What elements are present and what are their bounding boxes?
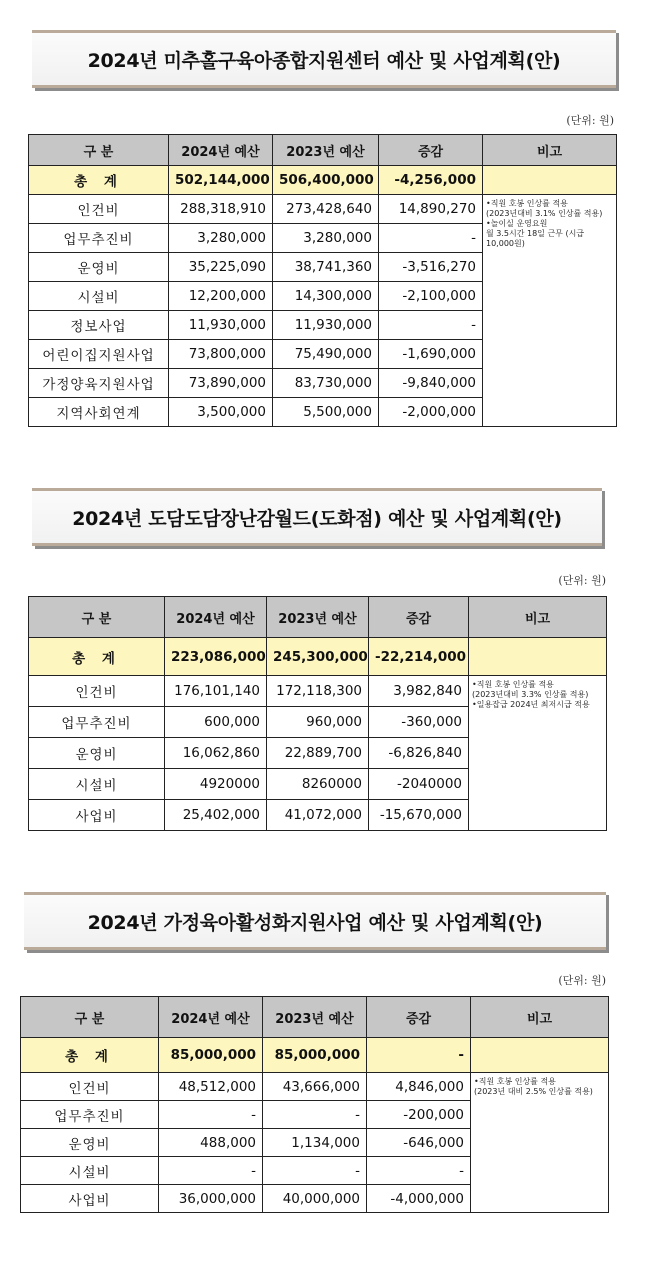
row-label: 업무추진비 [21, 1101, 159, 1129]
section-3-title: 2024년 가정육아활성화지원사업 예산 및 사업계획(안) [87, 911, 543, 934]
row-diff: 14,890,270 [379, 195, 483, 224]
row-diff: - [379, 311, 483, 340]
header-category: 구 분 [29, 135, 169, 166]
row-2024: - [159, 1101, 263, 1129]
row-2024: 600,000 [165, 707, 267, 738]
row-2023: 3,280,000 [273, 224, 379, 253]
row-2024: 11,930,000 [169, 311, 273, 340]
row-2024: 3,500,000 [169, 398, 273, 427]
row-diff: -360,000 [369, 707, 469, 738]
row-2024: 488,000 [159, 1129, 263, 1157]
row-diff: 3,982,840 [369, 676, 469, 707]
row-2023: 22,889,700 [267, 738, 369, 769]
row-diff: -200,000 [367, 1101, 471, 1129]
row-diff: - [367, 1157, 471, 1185]
row-2023: 11,930,000 [273, 311, 379, 340]
row-2023: 14,300,000 [273, 282, 379, 311]
note-line: •놀이실 운영요원 [486, 219, 548, 228]
row-2024: 3,280,000 [169, 224, 273, 253]
row-label: 사업비 [21, 1185, 159, 1213]
table-row [29, 676, 607, 707]
header-2023: 2023년 예산 [267, 597, 369, 638]
note-line: (2023년 대비 2.5% 인상률 적용) [474, 1087, 593, 1096]
row-diff: -2,100,000 [379, 282, 483, 311]
row-label: 어린이집지원사업 [29, 340, 169, 369]
total-row [21, 1038, 609, 1073]
header-notes: 비고 [469, 597, 607, 638]
total-notes [483, 166, 617, 195]
row-2024: 288,318,910 [169, 195, 273, 224]
row-2024: 36,000,000 [159, 1185, 263, 1213]
row-2023: 8260000 [267, 769, 369, 800]
total-diff: -4,256,000 [379, 166, 483, 195]
row-label: 사업비 [29, 800, 165, 831]
total-notes [471, 1038, 609, 1073]
total-row [29, 638, 607, 676]
row-diff: -2,000,000 [379, 398, 483, 427]
section-1-unit: (단위: 원) [566, 114, 614, 127]
row-2023: - [263, 1157, 367, 1185]
row-label: 운영비 [29, 253, 169, 282]
table-header-row [29, 135, 617, 166]
row-2024: 73,890,000 [169, 369, 273, 398]
table-header-row [21, 997, 609, 1038]
row-2024: 176,101,140 [165, 676, 267, 707]
header-category: 구 분 [21, 997, 159, 1038]
row-2023: 172,118,300 [267, 676, 369, 707]
header-diff: 증감 [369, 597, 469, 638]
row-2024: 12,200,000 [169, 282, 273, 311]
row-label: 정보사업 [29, 311, 169, 340]
section-2-budget-table [28, 596, 607, 831]
section-2-title: 2024년 도담도담장난감월드(도화점) 예산 및 사업계획(안) [72, 507, 562, 530]
section-1-title-box [32, 30, 616, 88]
row-2024: 25,402,000 [165, 800, 267, 831]
row-diff: -3,516,270 [379, 253, 483, 282]
row-label: 인건비 [29, 195, 169, 224]
row-2023: 38,741,360 [273, 253, 379, 282]
row-label: 시설비 [29, 282, 169, 311]
row-diff: -4,000,000 [367, 1185, 471, 1213]
header-notes: 비고 [483, 135, 617, 166]
total-label: 총 계 [21, 1038, 159, 1073]
row-label: 업무추진비 [29, 707, 165, 738]
row-diff: -1,690,000 [379, 340, 483, 369]
row-diff: -9,840,000 [379, 369, 483, 398]
row-label: 지역사회연계 [29, 398, 169, 427]
row-2024: 48,512,000 [159, 1073, 263, 1101]
row-label: 가정양육지원사업 [29, 369, 169, 398]
section-1-budget-table [28, 134, 617, 427]
total-2023: 245,300,000 [267, 638, 369, 676]
note-line: •일용잡급 2024년 최저시급 적용 [472, 700, 590, 709]
row-diff: -2040000 [369, 769, 469, 800]
total-row [29, 166, 617, 195]
total-2023: 506,400,000 [273, 166, 379, 195]
total-2024: 223,086,000 [165, 638, 267, 676]
header-2024: 2024년 예산 [159, 997, 263, 1038]
row-2023: 83,730,000 [273, 369, 379, 398]
header-category: 구 분 [29, 597, 165, 638]
note-line: (2023년대비 3.3% 인상률 적용) [472, 690, 589, 699]
header-diff: 증감 [379, 135, 483, 166]
notes-cell [471, 1073, 609, 1213]
header-notes: 비고 [471, 997, 609, 1038]
row-2023: 1,134,000 [263, 1129, 367, 1157]
section-3-unit: (단위: 원) [558, 974, 606, 987]
row-2024: 73,800,000 [169, 340, 273, 369]
note-line: •직원 호봉 인상률 적용 [472, 680, 554, 689]
total-diff: - [367, 1038, 471, 1073]
total-2024: 85,000,000 [159, 1038, 263, 1073]
total-label: 총 계 [29, 166, 169, 195]
row-2023: 75,490,000 [273, 340, 379, 369]
total-notes [469, 638, 607, 676]
section-2-title-box [32, 488, 602, 546]
row-diff: -15,670,000 [369, 800, 469, 831]
row-2024: 16,062,860 [165, 738, 267, 769]
header-2024: 2024년 예산 [169, 135, 273, 166]
table-row [29, 195, 617, 224]
total-2023: 85,000,000 [263, 1038, 367, 1073]
row-label: 인건비 [21, 1073, 159, 1101]
row-label: 업무추진비 [29, 224, 169, 253]
row-label: 시설비 [29, 769, 165, 800]
row-2023: 41,072,000 [267, 800, 369, 831]
note-line: •직원 호봉 인상률 적용 [486, 199, 568, 208]
row-diff: - [379, 224, 483, 253]
table-row [21, 1073, 609, 1101]
notes-cell [469, 676, 607, 831]
total-label: 총 계 [29, 638, 165, 676]
row-diff: -6,826,840 [369, 738, 469, 769]
table-header-row [29, 597, 607, 638]
section-1-title: 2024년 미추홀구육아종합지원센터 예산 및 사업계획(안) [87, 49, 561, 72]
section-3-budget-table [20, 996, 609, 1213]
row-2023: - [263, 1101, 367, 1129]
total-2024: 502,144,000 [169, 166, 273, 195]
note-line: •직원 호봉 인상률 적용 [474, 1077, 556, 1086]
section-3-title-box [24, 892, 606, 950]
row-label: 운영비 [21, 1129, 159, 1157]
row-2023: 43,666,000 [263, 1073, 367, 1101]
header-diff: 증감 [367, 997, 471, 1038]
note-line: 월 3.5시간 18일 근무 (시급 10,000원) [486, 229, 585, 248]
row-label: 시설비 [21, 1157, 159, 1185]
row-2023: 40,000,000 [263, 1185, 367, 1213]
total-diff: -22,214,000 [369, 638, 469, 676]
row-diff: 4,846,000 [367, 1073, 471, 1101]
row-2024: - [159, 1157, 263, 1185]
row-diff: -646,000 [367, 1129, 471, 1157]
row-label: 인건비 [29, 676, 165, 707]
notes-cell [483, 195, 617, 427]
row-2023: 960,000 [267, 707, 369, 738]
header-2023: 2023년 예산 [273, 135, 379, 166]
header-2024: 2024년 예산 [165, 597, 267, 638]
note-line: (2023년대비 3.1% 인상률 적용) [486, 209, 603, 218]
row-2024: 35,225,090 [169, 253, 273, 282]
row-2023: 5,500,000 [273, 398, 379, 427]
row-2024: 4920000 [165, 769, 267, 800]
row-2023: 273,428,640 [273, 195, 379, 224]
row-label: 운영비 [29, 738, 165, 769]
section-2-unit: (단위: 원) [558, 574, 606, 587]
header-2023: 2023년 예산 [263, 997, 367, 1038]
